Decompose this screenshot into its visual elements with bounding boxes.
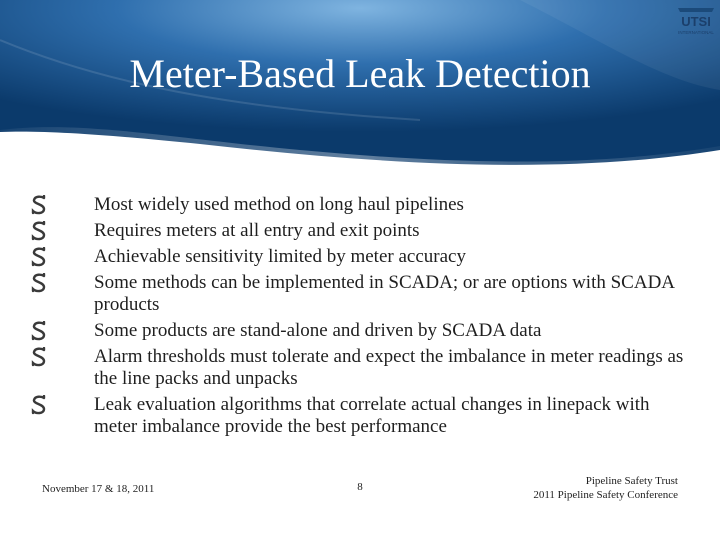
utsi-logo [676, 4, 716, 38]
bullet-s-icon [30, 195, 48, 215]
bullet-text: Alarm thresholds must tolerate and expect the imbalance in meter readings as the line packs and unpacks [94, 346, 684, 389]
logo-text: UTSI [681, 14, 711, 29]
bullet-text: Requires meters at all entry and exit points [94, 220, 420, 241]
bullet-item [30, 320, 690, 342]
bullet-s-icon [30, 221, 48, 241]
footer-date: November 17 & 18, 2011 [42, 483, 155, 495]
footer-organization [533, 474, 678, 502]
bullet-s-icon [30, 395, 48, 415]
page-number: 8 [357, 481, 363, 493]
bullet-s-icon [30, 247, 48, 267]
bullet-item [30, 394, 690, 438]
bullet-text: Most widely used method on long haul pipelines [94, 194, 464, 215]
bullet-text: Achievable sensitivity limited by meter accuracy [94, 246, 466, 267]
bullet-text: Leak evaluation algorithms that correlate actual changes in linepack with meter imbalance provide the best performance [94, 394, 650, 437]
bullet-s-icon [30, 273, 48, 293]
bullet-item [30, 272, 690, 316]
footer-org-line2: 2011 Pipeline Safety Conference [533, 489, 678, 501]
bullet-item [30, 194, 690, 216]
bullet-item [30, 246, 690, 268]
bullet-s-icon [30, 321, 48, 341]
bullet-s-icon [30, 347, 48, 367]
bullet-list [30, 194, 690, 442]
bullet-item [30, 220, 690, 242]
logo-subtext: INTERNATIONAL [678, 30, 714, 35]
bullet-text: Some methods can be implemented in SCADA; or are options with SCADA products [94, 272, 674, 315]
slide-title: Meter-Based Leak Detection [129, 51, 591, 96]
bullet-item [30, 346, 690, 390]
footer-org-line1: Pipeline Safety Trust [585, 475, 678, 487]
bullet-text: Some products are stand-alone and driven by SCADA data [94, 320, 542, 341]
